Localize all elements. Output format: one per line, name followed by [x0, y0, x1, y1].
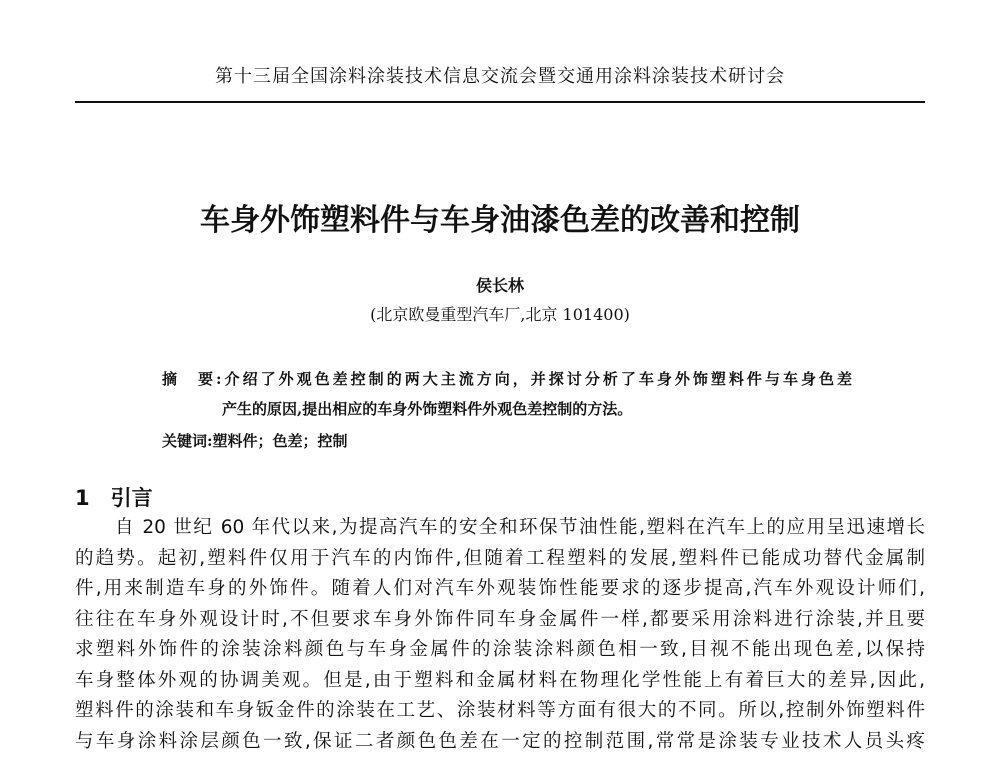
body-line: 的趋势。起初,塑料件仅用于汽车的内饰件,但随着工程塑料的发展,塑料件已能成功替代金属制	[75, 548, 925, 569]
paper-title: 车身外饰塑料件与车身油漆色差的改善和控制	[200, 203, 800, 238]
body-line: 塑料件的涂装和车身钣金件的涂装在工艺、涂装材料等方面有很大的不同。所以,控制外饰塑料件	[75, 700, 925, 721]
abstract-text-1: 介绍了外观色差控制的两大主流方向，并探讨分析了车身外饰塑料件与车身色差	[221, 370, 852, 388]
body-line: 车身整体外观的协调美观。但是,由于塑料和金属材料在物理化学性能上有着巨大的差异,因此,	[75, 670, 925, 691]
author: 侯长林	[475, 276, 524, 295]
abstract-line-1	[162, 368, 852, 389]
body-line: 自 20 世纪 60 年代以来,为提高汽车的安全和环保节油性能,塑料在汽车上的应用呈迅速增长	[115, 517, 925, 538]
header-rule	[75, 101, 925, 103]
abstract-label: 摘 要:	[162, 370, 222, 388]
keywords-label: 关键词:	[162, 432, 213, 450]
body-line: 求塑料外饰件的涂装涂料颜色与车身金属件的涂装涂料颜色相一致,目视不能出现色差,以保持	[75, 639, 925, 660]
body-line: 与车身涂料涂层颜色一致,保证二者颜色色差在一定的控制范围,常常是涂装专业技术人员头疼	[75, 731, 925, 752]
keywords-text: 塑料件；色差；控制	[212, 432, 348, 450]
running-header: 第十三届全国涂料涂装技术信息交流会暨交通用涂料涂装技术研讨会	[215, 66, 785, 87]
section-heading: 1 引言	[75, 486, 153, 510]
abstract-text-2: 产生的原因,提出相应的车身外饰塑料件外观色差控制的方法。	[222, 400, 633, 418]
body-line: 件,用来制造车身的外饰件。随着人们对汽车外观装饰性能要求的逐步提高,汽车外观设计师们,	[75, 578, 925, 599]
keywords	[162, 430, 348, 451]
body-line: 往往在车身外观设计时,不但要求车身外饰件同车身金属件一样,都要采用涂料进行涂装,并且要	[75, 609, 925, 630]
affiliation: (北京欧曼重型汽车厂,北京 101400)	[370, 305, 630, 324]
